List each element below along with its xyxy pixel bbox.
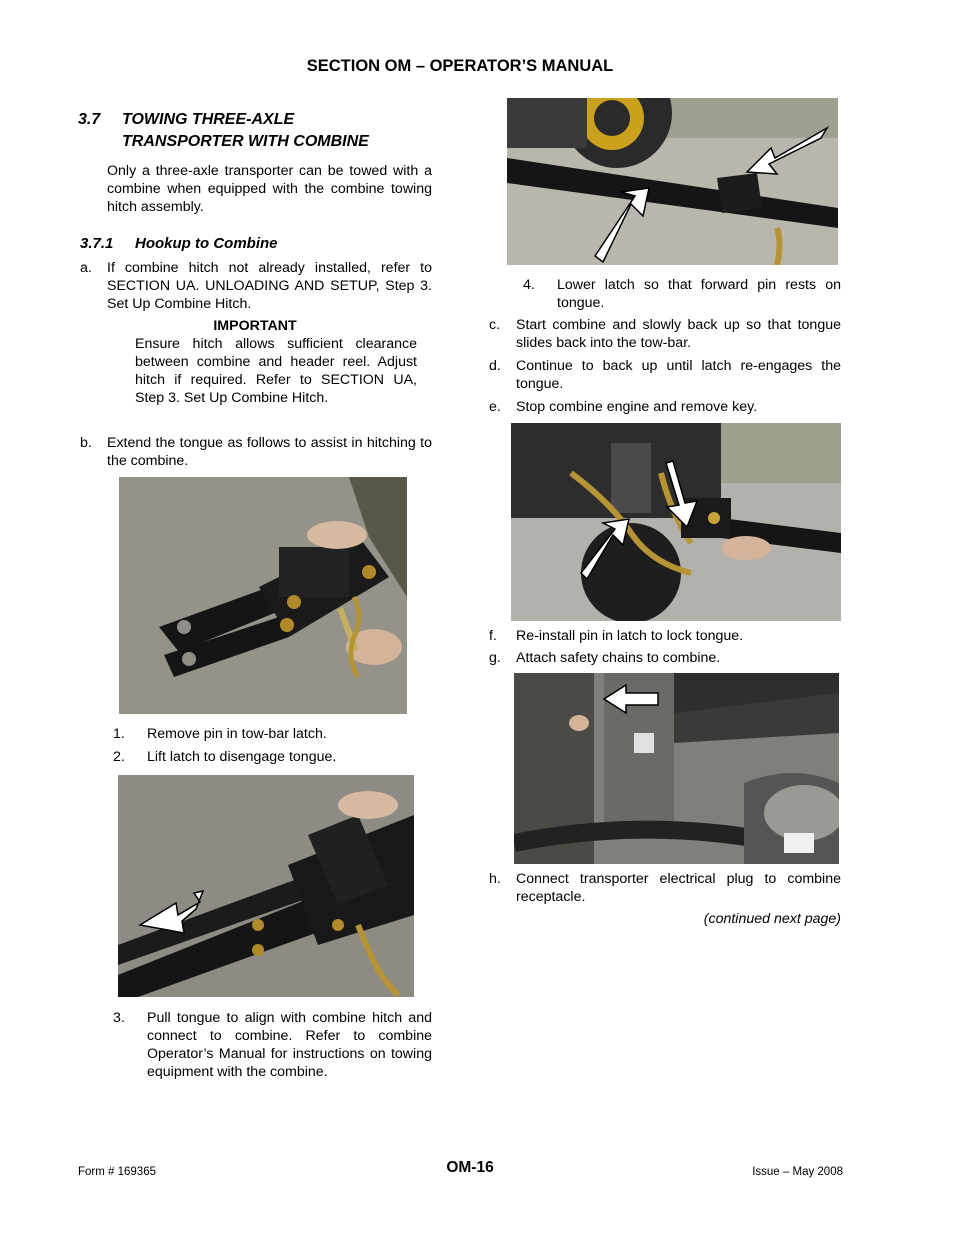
footer-issue-date: Issue – May 2008: [752, 1166, 843, 1178]
step-a-label: a.: [80, 260, 92, 276]
step-b4-text: Lower latch so that forward pin rests on tongue.: [557, 277, 841, 311]
step-b4-label: 4.: [523, 277, 535, 293]
continued-note: (continued next page): [703, 911, 841, 927]
section-intro: Only a three-axle transporter can be towed with a combine when equipped with the combine towing hitch assembly.: [107, 163, 432, 215]
step-f-text: Re-install pin in latch to lock tongue.: [516, 628, 744, 644]
step-d-label: d.: [489, 358, 501, 374]
step-a-text: If combine hitch not already installed, refer to SECTION UA. UNLOADING AND SETUP, Step 3. Set Up Combine Hitch.: [107, 260, 432, 312]
step-b2-label: 2.: [113, 749, 125, 765]
step-g-text: Attach safety chains to combine.: [516, 650, 721, 666]
step-c-label: c.: [489, 317, 501, 333]
step-b1-text: Remove pin in tow-bar latch.: [147, 726, 327, 742]
photo-safety-chains: [514, 673, 839, 864]
section-title-line1: TOWING THREE-AXLE: [122, 111, 295, 128]
step-d-text: Continue to back up until latch re-engages the tongue.: [516, 358, 841, 392]
subsection-title: Hookup to Combine: [135, 235, 278, 252]
photo-latch-engaged: [511, 423, 841, 621]
step-g-label: g.: [489, 650, 501, 666]
subsection-number: 3.7.1: [80, 235, 114, 252]
step-b2-text: Lift latch to disengage tongue.: [147, 749, 337, 765]
section-header: SECTION OM – OPERATOR’S MANUAL: [306, 57, 614, 75]
step-e-label: e.: [489, 399, 501, 415]
photo-lower-latch: [507, 98, 838, 265]
section-number: 3.7: [78, 111, 101, 128]
step-e-text: Stop combine engine and remove key.: [516, 399, 758, 415]
section-title-line2: TRANSPORTER WITH COMBINE: [122, 133, 369, 150]
step-b-text: Extend the tongue as follows to assist in hitching to the combine.: [107, 435, 432, 469]
step-f-label: f.: [489, 628, 497, 644]
footer-form-number: Form # 169365: [78, 1166, 156, 1178]
step-b1-label: 1.: [113, 726, 125, 742]
step-h-text: Connect transporter electrical plug to combine receptacle.: [516, 871, 841, 905]
page-number: OM-16: [446, 1159, 494, 1176]
photo-remove-pin: [119, 477, 407, 714]
step-h-label: h.: [489, 871, 501, 887]
step-b3-text: Pull tongue to align with combine hitch and connect to combine. Refer to combine Operator’s Manual for instructions on towing equipment with the combine.: [147, 1010, 432, 1080]
step-b-label: b.: [80, 435, 92, 451]
important-text: Ensure hitch allows sufficient clearance between combine and header reel. Adjust hitch if required. Refer to SECTION UA, Step 3. Set Up Combine Hitch.: [135, 336, 417, 406]
step-b3-label: 3.: [113, 1010, 125, 1026]
photo-lift-latch: [118, 775, 414, 997]
step-c-text: Start combine and slowly back up so that tongue slides back into the tow-bar.: [516, 317, 841, 351]
important-heading: IMPORTANT: [213, 318, 297, 334]
